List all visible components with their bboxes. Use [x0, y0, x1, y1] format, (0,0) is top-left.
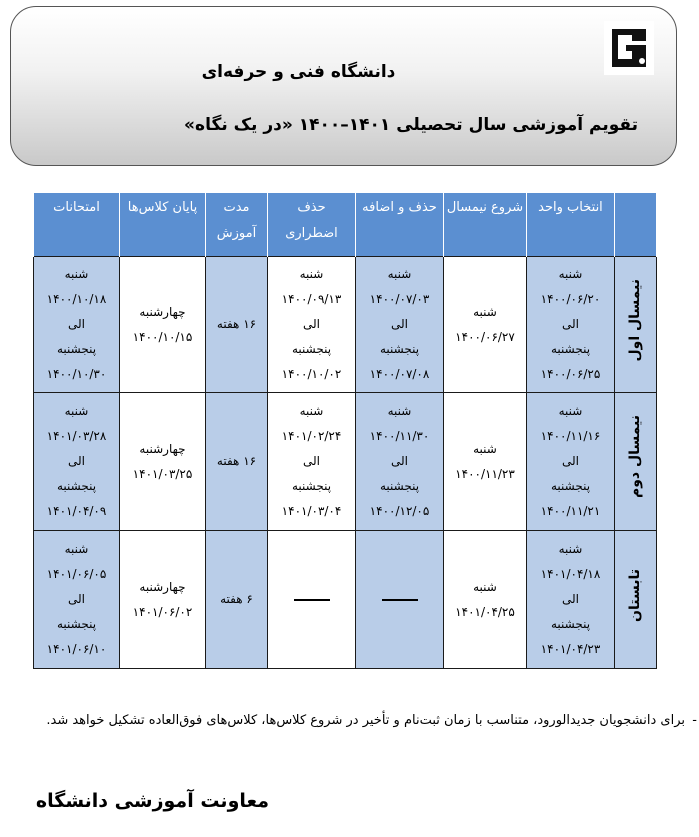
cell-line: ۱۴۰۱/۰۶/۱۰	[46, 642, 107, 656]
add-drop-cell	[356, 257, 444, 393]
cell-line: ۱۴۰۰/۰۶/۲۵	[540, 367, 601, 381]
cell-line: شنبه	[299, 404, 324, 418]
emergency-drop-cell	[268, 531, 356, 669]
cell-line: ۱۴۰۰/۰۶/۲۷	[455, 329, 515, 344]
col-header-classes-end: پایان کلاس‌ها	[120, 193, 206, 257]
cell-line: ۱۴۰۰/۰۷/۰۸	[369, 367, 430, 381]
university-logo	[602, 19, 656, 77]
col-header-duration: مدت آموزش	[206, 193, 268, 257]
cell-line: ۱۴۰۰/۰۶/۲۰	[540, 292, 601, 306]
cell-line: الی	[391, 454, 408, 468]
col-header-exams: امتحانات	[34, 193, 120, 257]
cell-line: شنبه	[473, 304, 497, 319]
cell-line: چهارشنبه	[139, 441, 186, 456]
cell-line: ۱۴۰۱/۰۴/۲۵	[455, 604, 515, 619]
col-header-semester	[615, 193, 657, 257]
cell-line: ۱۴۰۱/۰۴/۱۸	[540, 567, 601, 581]
cell-line: ۱۴۰۰/۱۱/۲۳	[455, 466, 515, 481]
col-header-semester-start: شروع نیمسال	[444, 193, 527, 257]
duration-cell: ۱۶ هفته	[206, 393, 268, 531]
unit-selection-cell	[527, 393, 615, 531]
row-label: نیمسال اول	[627, 278, 643, 362]
cell-line: ۱۴۰۱/۰۳/۲۸	[46, 429, 107, 443]
cell-line: پنجشنبه	[291, 479, 332, 493]
empty-dash	[382, 599, 418, 601]
cell-line: شنبه	[473, 441, 497, 456]
classes-end-cell	[120, 393, 206, 531]
cell-line: شنبه	[64, 542, 89, 556]
cell-line: پنجشنبه	[550, 342, 591, 356]
col-header-emergency-drop: حذف اضطراری	[268, 193, 356, 257]
cell-line: چهارشنبه	[139, 579, 186, 594]
add-drop-cell	[356, 393, 444, 531]
classes-end-cell	[120, 531, 206, 669]
cell-line: پنجشنبه	[291, 342, 332, 356]
calendar-title: تقویم آموزشی سال تحصیلی ۱۴۰۱–۱۴۰۰ «در یک نگاه»	[184, 115, 638, 135]
semester-start-cell	[444, 393, 527, 531]
cell-line: ۱۴۰۱/۰۳/۰۴	[281, 504, 342, 518]
cell-line: پنجشنبه	[56, 479, 97, 493]
table-row	[34, 393, 657, 531]
cell-line: ۱۴۰۰/۰۹/۱۳	[281, 292, 342, 306]
cell-line: پنجشنبه	[379, 342, 420, 356]
university-name: دانشگاه فنی و حرفه‌ای	[201, 62, 396, 82]
classes-end-cell	[120, 257, 206, 393]
cell-line: شنبه	[558, 404, 583, 418]
title-box	[10, 6, 677, 166]
cell-line: الی	[562, 454, 579, 468]
cell-line: ۱۴۰۱/۰۶/۰۲	[132, 604, 193, 619]
exams-cell	[34, 531, 120, 669]
footnote	[40, 707, 697, 735]
cell-line: پنجشنبه	[56, 617, 97, 631]
cell-line: ۱۴۰۱/۰۶/۰۵	[46, 567, 107, 581]
cell-line: ۱۴۰۰/۱۱/۱۶	[540, 429, 601, 443]
row-label: نیمسال دوم	[627, 415, 643, 499]
col-header-unit-selection: انتخاب واحد	[527, 193, 615, 257]
cell-line: پنجشنبه	[56, 342, 97, 356]
cell-line: شنبه	[558, 267, 583, 281]
logo-mark	[602, 19, 656, 77]
cell-line: شنبه	[64, 267, 89, 281]
cell-line: الی	[303, 317, 320, 331]
cell-line: شنبه	[558, 542, 583, 556]
cell-line: شنبه	[473, 579, 497, 594]
cell-line: پنجشنبه	[550, 479, 591, 493]
cell-line: الی	[68, 317, 85, 331]
cell-line: پنجشنبه	[379, 479, 420, 493]
table-row	[34, 257, 657, 393]
cell-line: چهارشنبه	[139, 304, 186, 319]
cell-line: ۱۴۰۰/۱۱/۳۰	[369, 429, 430, 443]
emergency-drop-cell	[268, 257, 356, 393]
duration-cell: ۶ هفته	[206, 531, 268, 669]
unit-selection-cell	[527, 531, 615, 669]
semester-start-cell	[444, 257, 527, 393]
add-drop-cell	[356, 531, 444, 669]
cell-line: ۱۴۰۱/۰۴/۲۳	[540, 642, 601, 656]
signature: معاونت آموزشی دانشگاه	[35, 790, 269, 812]
cell-line: الی	[68, 592, 85, 606]
row-label-cell	[615, 531, 657, 669]
cell-line: الی	[68, 454, 85, 468]
duration-cell: ۱۶ هفته	[206, 257, 268, 393]
exams-cell	[34, 393, 120, 531]
semester-start-cell	[444, 531, 527, 669]
academic-calendar-table	[33, 193, 657, 669]
cell-line: ۱۴۰۰/۱۰/۱۸	[46, 292, 107, 306]
empty-dash	[294, 599, 330, 601]
row-label: تابستان	[627, 568, 643, 622]
col-header-add-drop: حذف و اضافه	[356, 193, 444, 257]
cell-line: پنجشنبه	[550, 617, 591, 631]
exams-cell	[34, 257, 120, 393]
unit-selection-cell	[527, 257, 615, 393]
cell-line: ۱۴۰۰/۱۰/۰۲	[281, 367, 342, 381]
cell-line: شنبه	[299, 267, 324, 281]
cell-line: ۱۴۰۱/۰۴/۰۹	[46, 504, 107, 518]
bullet-marker: -	[692, 713, 697, 728]
row-label-cell	[615, 257, 657, 393]
cell-line: الی	[562, 317, 579, 331]
cell-line: الی	[303, 454, 320, 468]
cell-line: ۱۴۰۱/۰۳/۲۵	[132, 466, 193, 481]
cell-line: ۱۴۰۰/۱۲/۰۵	[369, 504, 430, 518]
table-row	[34, 531, 657, 669]
cell-line: ۱۴۰۰/۱۰/۱۵	[132, 329, 193, 344]
cell-line: الی	[562, 592, 579, 606]
cell-line: ۱۴۰۰/۱۱/۲۱	[540, 504, 601, 518]
cell-line: شنبه	[64, 404, 89, 418]
row-label-cell	[615, 393, 657, 531]
cell-line: ۱۴۰۰/۰۷/۰۳	[369, 292, 430, 306]
cell-line: الی	[391, 317, 408, 331]
emergency-drop-cell	[268, 393, 356, 531]
cell-line: ۱۴۰۰/۱۰/۳۰	[46, 367, 107, 381]
cell-line: شنبه	[387, 267, 412, 281]
cell-line: ۱۴۰۱/۰۲/۲۴	[281, 429, 342, 443]
cell-line: شنبه	[387, 404, 412, 418]
table-header-row	[34, 193, 657, 257]
footnote-text: برای دانشجویان جدیدالورود، متناسب با زمان ثبت‌نام و تأخیر در شروع کلاس‌ها، کلاس‌های فوق‌العاده تشکیل خواهد شد.	[46, 713, 685, 728]
